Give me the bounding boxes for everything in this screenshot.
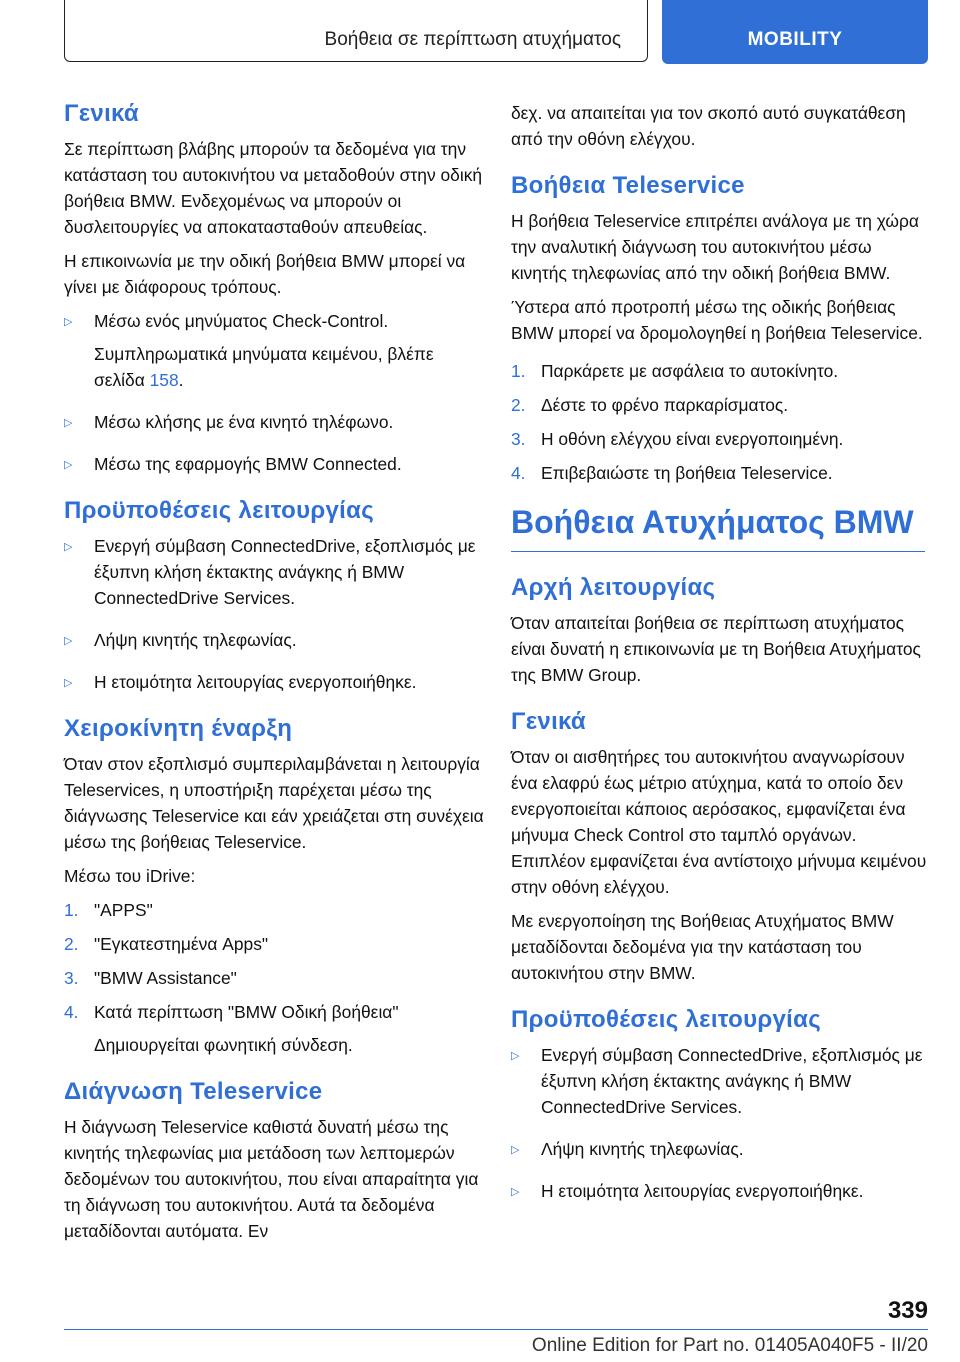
diagnosis-heading: Διάγνωση Teleservice <box>64 1078 323 1105</box>
step-number: 2. <box>511 395 526 415</box>
accident-requirements-list <box>511 1042 931 1204</box>
list-item: ▷ Ενεργή σύμβαση ConnectedDrive, εξοπλισμός με έξυπνη κλήση έκτακτης ανάγκης ή BMW ConnectedDrive Services. <box>511 1045 923 1117</box>
manual-start-heading: Χειροκίνητη έναρξη <box>64 715 293 742</box>
header-title: Βοήθεια σε περίπτωση ατυχήματος <box>324 29 621 50</box>
list-item: 4. Επιβεβαιώστε τη βοήθεια Teleservice. <box>511 460 931 486</box>
triangle-bullet-icon: ▷ <box>511 1050 520 1062</box>
manual-steps-list <box>64 897 484 1058</box>
step-number: 4. <box>64 1002 79 1022</box>
left-column <box>64 100 484 1252</box>
list-item: ▷ Ενεργή σύμβαση ConnectedDrive, εξοπλισμός με έξυπνη κλήση έκτακτης ανάγκης ή BMW ConnectedDrive Services. <box>64 536 476 608</box>
list-item: ▷ Λήψη κινητής τηλεφωνίας. <box>511 1136 931 1162</box>
header-section-tag <box>662 0 928 64</box>
right-column <box>511 100 931 1220</box>
list-item: 2. Δέστε το φρένο παρκαρίσματος. <box>511 392 931 418</box>
contact-methods-list <box>64 308 484 477</box>
page-header <box>64 0 928 64</box>
teleservice-heading: Βοήθεια Teleservice <box>511 172 745 199</box>
list-item: 3. "BMW Assistance" <box>64 965 484 991</box>
requirements-heading: Προϋποθέσεις λειτουργίας <box>64 497 374 524</box>
triangle-bullet-icon: ▷ <box>64 316 73 328</box>
list-item: ▷ Μέσω ενός μηνύματος Check-Control. Συμπληρωματικά μηνύματα κειμένου, βλέπε σελίδα 158. <box>64 311 434 390</box>
list-item: 3. Η οθόνη ελέγχου είναι ενεργοποιημένη. <box>511 426 931 452</box>
list-item: ▷ Λήψη κινητής τηλεφωνίας. <box>64 627 484 653</box>
step-number: 1. <box>511 361 526 381</box>
step-number: 3. <box>511 429 526 449</box>
triangle-bullet-icon: ▷ <box>511 1144 520 1156</box>
principle-heading: Αρχή λειτουργίας <box>511 574 716 601</box>
header-title-box <box>64 0 648 62</box>
accident-general-paragraph-1: Όταν οι αισθητήρες του αυτοκινήτου αναγνωρίσουν ένα ελαφρύ έως μέτριο ατύχημα, κατά το οποίο δεν ενεργοποιείται κάποιος αερόσακος, εμφανίζεται ένα μήνυμα Check Control στο ταμπλό οργάνων. Επιπλέον εμφανίζεται ένα αντίστοιχο μήνυμα κειμένου στην οθόνη ελέγχου. <box>511 747 927 897</box>
list-item: 4. Κατά περίπτωση "BMW Οδική βοήθεια" Δημιουργείται φωνητική σύνδεση. <box>64 999 484 1058</box>
list-item: ▷ Η ετοιμότητα λειτουργίας ενεργοποιήθηκε. <box>511 1178 931 1204</box>
list-item: 2. "Εγκατεστημένα Apps" <box>64 931 484 957</box>
teleservice-paragraph-2: Ύστερα από προτροπή μέσω της οδικής βοήθειας BMW μπορεί να δρομολογηθεί η βοήθεια Teleservice. <box>511 297 923 343</box>
edition-footer: Online Edition for Part no. 01405A040F5 - II/20 <box>531 1335 928 1356</box>
step-number: 4. <box>511 463 526 483</box>
general-heading: Γενικά <box>64 100 139 127</box>
general-paragraph-1: Σε περίπτωση βλάβης μπορούν τα δεδομένα για την κατάσταση του αυτοκινήτου να μεταδοθούν στην οδική βοήθεια BMW. Ενδεχομένως να μπορούν οι δυσλειτουργίες να αποκατασταθούν απευθείας. <box>64 139 483 237</box>
teleservice-steps-list <box>511 358 931 486</box>
manual-paragraph-1: Όταν στον εξοπλισμό συμπεριλαμβάνεται η λειτουργία Teleservices, η υποστήριξη παρέχεται μέσω της διάγνωσης Teleservice και εάν χρειάζεται στη συνέχεια μέσω της βοήθειας Teleservice. <box>64 754 484 852</box>
triangle-bullet-icon: ▷ <box>64 459 73 471</box>
triangle-bullet-icon: ▷ <box>64 417 73 429</box>
teleservice-paragraph-1: Η βοήθεια Teleservice επιτρέπει ανάλογα με τη χώρα την αναλυτική διάγνωση του αυτοκινήτου μέσω κινητής τηλεφωνίας από την οδική βοήθεια BMW. <box>511 211 919 283</box>
list-item: ▷ Μέσω της εφαρμογής BMW Connected. <box>64 451 484 477</box>
principle-paragraph: Όταν απαιτείται βοήθεια σε περίπτωση ατυχήματος είναι δυνατή η επικοινωνία με τη Βοήθεια Ατυχήματος της BMW Group. <box>511 613 921 685</box>
page-link[interactable]: 158 <box>149 370 179 390</box>
diagnosis-paragraph: Η διάγνωση Teleservice καθιστά δυνατή μέσω της κινητής τηλεφωνίας μια μετάδοση των λεπτομερών δεδομένων του αυτοκινήτου, που είναι απαραίτητα για τη διάγνωση του αυτοκινήτου. Αυτά τα δεδομένα μεταδίδονται αυτόματα. Εν <box>64 1117 479 1241</box>
accident-general-paragraph-2: Με ενεργοποίηση της Βοήθειας Ατυχήματος BMW μεταδίδονται δεδομένα για την κατάσταση του αυτοκινήτου στην BMW. <box>511 911 894 983</box>
continued-paragraph: δεχ. να απαιτείται για τον σκοπό αυτό συγκατάθεση από την οθόνη ελέγχου. <box>511 103 906 149</box>
page-number: 339 <box>887 1297 928 1324</box>
triangle-bullet-icon: ▷ <box>64 677 73 689</box>
general-paragraph-2: Η επικοινωνία με την οδική βοήθεια BMW μπορεί να γίνει με διάφορους τρόπους. <box>64 251 466 297</box>
triangle-bullet-icon: ▷ <box>511 1186 520 1198</box>
list-item: ▷ Μέσω κλήσης με ένα κινητό τηλέφωνο. <box>64 409 484 435</box>
step-number: 1. <box>64 900 79 920</box>
step-number: 2. <box>64 934 79 954</box>
list-item: ▷ Η ετοιμότητα λειτουργίας ενεργοποιήθηκε. <box>64 669 484 695</box>
list-item: 1. Παρκάρετε με ασφάλεια το αυτοκίνητο. <box>511 358 931 384</box>
accident-requirements-heading: Προϋποθέσεις λειτουργίας <box>511 1006 821 1033</box>
step-number: 3. <box>64 968 79 988</box>
triangle-bullet-icon: ▷ <box>64 541 73 553</box>
accident-assistance-title: Βοήθεια Ατυχήματος BMW <box>511 504 925 552</box>
accident-general-heading: Γενικά <box>511 708 586 735</box>
requirements-list <box>64 533 484 695</box>
manual-paragraph-2: Μέσω του iDrive: <box>64 866 196 886</box>
list-item: 1. "APPS" <box>64 897 484 923</box>
footer-divider <box>64 1329 928 1330</box>
triangle-bullet-icon: ▷ <box>64 635 73 647</box>
header-tag-label: MOBILITY <box>747 29 843 50</box>
